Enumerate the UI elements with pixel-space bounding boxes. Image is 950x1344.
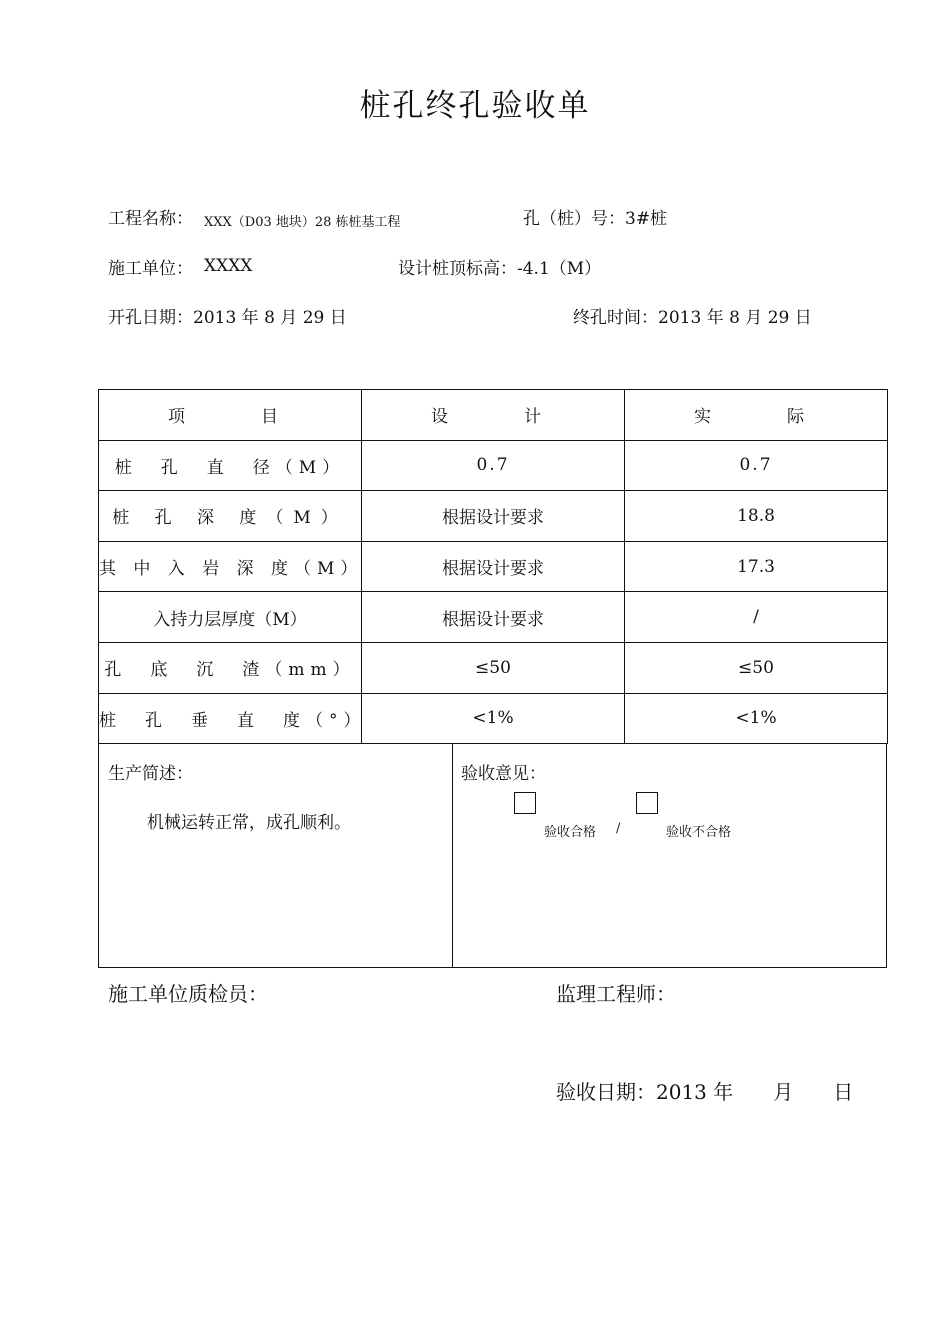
header-design: 设 计 <box>362 390 625 441</box>
row-design: <1% <box>362 693 625 744</box>
table-row <box>99 642 888 693</box>
row-actual: ≤50 <box>625 642 888 693</box>
production-text: 机械运转正常，成孔顺利。 <box>147 813 351 833</box>
row-design: 0.7 <box>362 440 625 491</box>
header-item: 项 目 <box>99 390 362 441</box>
inspection-table <box>98 389 888 744</box>
contractor-label: 施工单位： <box>108 259 193 279</box>
project-name-value: XXX（D03 地块）28 栋桩基工程 <box>204 215 401 230</box>
row-design: 根据设计要求 <box>362 491 625 542</box>
table-row <box>99 440 888 491</box>
row-design: ≤50 <box>362 642 625 693</box>
header-actual: 实 际 <box>625 390 888 441</box>
pass-checkbox[interactable] <box>514 792 536 814</box>
row-actual: 0.7 <box>625 440 888 491</box>
table-row <box>99 693 888 744</box>
design-top-elevation: 设计桩顶标高：-4.1（M） <box>398 259 602 279</box>
table-row <box>99 541 888 592</box>
fail-checkbox[interactable] <box>636 792 658 814</box>
table-header-row <box>99 390 888 441</box>
row-item: 桩 孔 深 度（M） <box>99 491 362 542</box>
contractor-value: XXXX <box>204 256 253 276</box>
acceptance-date: 验收日期：2013 年 月 日 <box>556 1080 854 1104</box>
row-item: 入持力层厚度（M） <box>99 592 362 643</box>
pass-label: 验收合格 <box>544 825 597 840</box>
production-label: 生产简述： <box>108 764 193 784</box>
engineer-signature: 监理工程师： <box>556 982 676 1006</box>
row-item: 桩 孔 直 径（M） <box>99 440 362 491</box>
row-item: 孔 底 沉 渣（mm） <box>99 642 362 693</box>
start-date: 开孔日期：2013 年 8 月 29 日 <box>108 308 347 328</box>
row-item: 其 中 入 岩 深 度（M） <box>99 541 362 592</box>
table-row <box>99 491 888 542</box>
row-item: 桩 孔 垂 直 度（°） <box>99 693 362 744</box>
row-design: 根据设计要求 <box>362 541 625 592</box>
acceptance-label: 验收意见： <box>461 764 546 784</box>
project-name-label: 工程名称： <box>108 209 193 229</box>
row-actual: / <box>625 592 888 643</box>
fail-label: 验收不合格 <box>666 825 732 840</box>
row-actual: 18.8 <box>625 491 888 542</box>
remarks-divider <box>452 743 453 968</box>
pile-number: 孔（桩）号：3#桩 <box>523 209 668 229</box>
inspector-signature: 施工单位质检员： <box>108 982 268 1006</box>
end-date: 终孔时间：2013 年 8 月 29 日 <box>573 308 812 328</box>
row-actual: <1% <box>625 693 888 744</box>
option-separator: / <box>616 821 621 836</box>
row-design: 根据设计要求 <box>362 592 625 643</box>
page-title: 桩孔终孔验收单 <box>359 88 591 124</box>
row-actual: 17.3 <box>625 541 888 592</box>
table-row <box>99 592 888 643</box>
